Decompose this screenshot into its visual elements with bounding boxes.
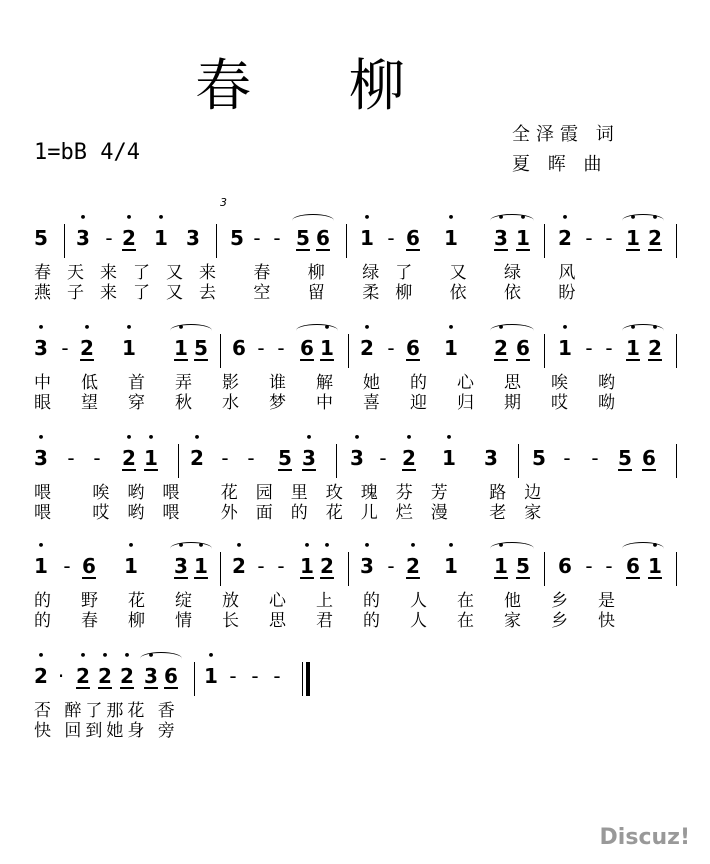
- notes-row-2: [0, 328, 710, 368]
- note: • 1: [296, 554, 318, 578]
- score-line-3: [0, 438, 710, 548]
- barline: [676, 334, 677, 368]
- note: • 1: [622, 226, 644, 250]
- barline: [544, 224, 545, 258]
- note: • 2: [118, 446, 140, 470]
- note: • 3: [140, 664, 162, 688]
- lyric-verse-2: 眼望穿秋水梦中喜迎归期哎呦: [34, 393, 645, 413]
- note: • 1: [554, 336, 576, 360]
- note: -: [605, 336, 613, 360]
- notes-row-1: [0, 196, 710, 258]
- note: -: [251, 664, 259, 688]
- lyric-verse-1: 的野花绽放心上的人在他乡是: [34, 591, 645, 611]
- note: • 1: [30, 554, 52, 578]
- score-line-4: [0, 546, 710, 656]
- note: -: [277, 554, 285, 578]
- note: • 2: [30, 664, 52, 688]
- note: • 2: [72, 664, 94, 688]
- barline: [220, 552, 221, 586]
- note: 6: [406, 226, 420, 250]
- note: • 1: [490, 554, 512, 578]
- barline: [216, 224, 217, 258]
- note: • 2: [118, 226, 140, 250]
- song-title: 春 柳: [195, 54, 445, 119]
- note: • 1: [190, 554, 212, 578]
- notes-row-3: [0, 438, 710, 478]
- note: • 2: [316, 554, 338, 578]
- note: • 2: [94, 664, 116, 688]
- barline: [518, 444, 519, 478]
- note: -: [61, 336, 69, 360]
- note: • 1: [120, 554, 142, 578]
- note: • 3: [490, 226, 512, 250]
- note: -: [273, 664, 281, 688]
- note: 5: [278, 446, 292, 470]
- note: -: [387, 554, 395, 578]
- note: • 3: [72, 226, 94, 250]
- note: • 3: [170, 554, 192, 578]
- note: • 1: [512, 226, 534, 250]
- barline: [544, 334, 545, 368]
- note: • 1: [440, 336, 462, 360]
- note: -: [67, 446, 75, 470]
- note: 3: [186, 226, 200, 250]
- note: • 1: [170, 336, 192, 360]
- note: -: [387, 226, 395, 250]
- lyric-verse-1: 春天来了又来 春 柳 绿了 又 绿 风: [34, 263, 592, 283]
- note: • 3: [298, 446, 320, 470]
- note: -: [273, 226, 281, 250]
- note: • 1: [140, 446, 162, 470]
- note: • 2: [644, 336, 666, 360]
- note: -: [221, 446, 229, 470]
- note: -: [63, 554, 71, 578]
- triplet-mark: 3: [220, 196, 227, 209]
- note: -: [585, 226, 593, 250]
- barline: [194, 662, 195, 696]
- note: 6: [164, 664, 178, 688]
- note: • 3: [30, 336, 52, 360]
- note: 6: [316, 226, 330, 250]
- watermark: Discuz!: [599, 825, 690, 850]
- barline: [336, 444, 337, 478]
- note: 6: [626, 554, 640, 578]
- barline: [220, 334, 221, 368]
- note: 6: [406, 336, 420, 360]
- key-signature: 1=bB 4/4: [34, 140, 140, 165]
- note: -: [387, 336, 395, 360]
- lyric-verse-2: 燕子来了又去 空 留 柔柳 依 依 盼: [34, 283, 592, 303]
- note: 5: [230, 226, 244, 250]
- note: -: [229, 664, 237, 688]
- barline: [346, 224, 347, 258]
- note: • 1: [438, 446, 460, 470]
- note: • 1: [150, 226, 172, 250]
- lyric-verse-2: 的春柳情长思君的人在家乡快: [34, 611, 645, 631]
- note: -: [591, 446, 599, 470]
- note: 6: [516, 336, 530, 360]
- barline: [676, 444, 677, 478]
- note: 5: [516, 554, 530, 578]
- note: • 2: [186, 446, 208, 470]
- note: • 2: [228, 554, 250, 578]
- note: -: [93, 446, 101, 470]
- note: • 1: [118, 336, 140, 360]
- lyric-verse-2: 喂 哎哟喂 外面的花儿烂漫 老家: [34, 503, 560, 523]
- note: 6: [642, 446, 656, 470]
- note: • 3: [346, 446, 368, 470]
- note: -: [257, 554, 265, 578]
- score-line-1: [0, 196, 710, 328]
- barline: [178, 444, 179, 478]
- note: -: [379, 446, 387, 470]
- note: • 2: [402, 554, 424, 578]
- note: -: [257, 336, 265, 360]
- note: • 3: [356, 554, 378, 578]
- note: -: [105, 226, 113, 250]
- note: • 2: [644, 226, 666, 250]
- note: -: [253, 226, 261, 250]
- note: • 1: [356, 226, 378, 250]
- note: • 1: [200, 664, 222, 688]
- notes-row-4: [0, 546, 710, 586]
- note: • 1: [440, 554, 462, 578]
- note: • 3: [30, 446, 52, 470]
- note: 3: [484, 446, 498, 470]
- note: -: [605, 226, 613, 250]
- note: -: [585, 554, 593, 578]
- note: 6: [232, 336, 246, 360]
- note: • 1: [644, 554, 666, 578]
- note: -: [563, 446, 571, 470]
- lyric-verse-1: 中低首弄影谁解她的心思唉哟: [34, 373, 645, 393]
- lyric-verse-2: 快 回到她身 旁: [34, 721, 179, 741]
- barline: [348, 552, 349, 586]
- barline: [676, 224, 677, 258]
- note: • 1: [622, 336, 644, 360]
- note: • 1: [440, 226, 462, 250]
- note: ·: [57, 664, 65, 688]
- note: • 2: [398, 446, 420, 470]
- note: 5: [618, 446, 632, 470]
- barline: [544, 552, 545, 586]
- barline: [64, 224, 65, 258]
- score-line-2: [0, 328, 710, 438]
- note: 6: [300, 336, 314, 360]
- note: -: [585, 336, 593, 360]
- note: 5: [34, 226, 48, 250]
- barline: [348, 334, 349, 368]
- note: -: [605, 554, 613, 578]
- note: • 2: [116, 664, 138, 688]
- note: 5: [296, 226, 310, 250]
- note: -: [247, 446, 255, 470]
- note: 5: [194, 336, 208, 360]
- composer-credit: 夏 晖 曲: [512, 154, 608, 175]
- notes-row-5: [0, 656, 710, 696]
- note: • 2: [490, 336, 512, 360]
- note: 5: [532, 446, 546, 470]
- note: • 2: [356, 336, 378, 360]
- note: 6: [82, 554, 96, 578]
- note: • 2: [554, 226, 576, 250]
- lyric-verse-1: 喂 唉哟喂 花园里玫瑰芬芳 路边: [34, 483, 560, 503]
- note: -: [277, 336, 285, 360]
- score-line-5: [0, 656, 710, 766]
- lyric-verse-1: 否 醉了那花 香: [34, 701, 179, 721]
- lyricist-credit: 全泽霞 词: [512, 124, 620, 145]
- note: 6: [558, 554, 572, 578]
- note: • 1: [316, 336, 338, 360]
- note: • 2: [76, 336, 98, 360]
- barline: [676, 552, 677, 586]
